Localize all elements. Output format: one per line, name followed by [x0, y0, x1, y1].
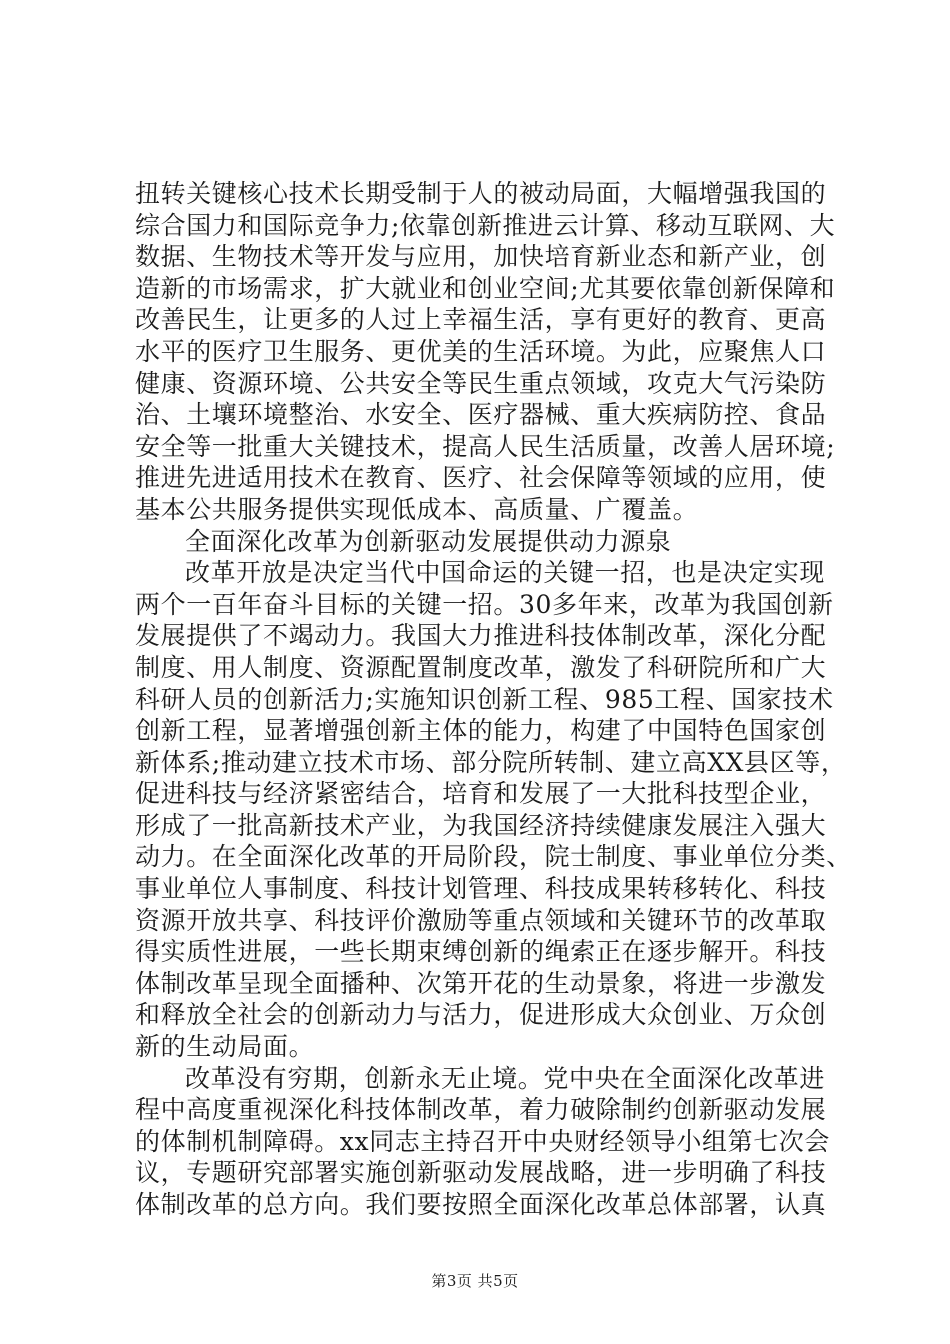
text-line: 程中高度重视深化科技体制改革，着力破除制约创新驱动发展 [135, 1095, 827, 1125]
text-line: 推进先进适用技术在教育、医疗、社会保障等领域的应用，使 [135, 463, 827, 493]
text-line: 新体系;推动建立技术市场、部分院所转制、建立高XX县区等， [135, 747, 847, 777]
text-line: 和释放全社会的创新动力与活力，促进形成大众创业、万众创 [135, 1000, 827, 1030]
text-line: 基本公共服务提供实现低成本、高质量、广覆盖。 [135, 494, 699, 524]
page-footer: 第3页 共5页 [431, 1272, 519, 1290]
document-body [135, 178, 852, 1221]
text-line: 促进科技与经济紧密结合，培育和发展了一大批科技型企业， [135, 779, 827, 809]
text-line: 新的生动局面。 [135, 1032, 315, 1062]
text-line: 得实质性进展，一些长期束缚创新的绳索正在逐步解开。科技 [135, 937, 827, 967]
text-line: 的体制机制障碍。xx同志主持召开中央财经领导小组第七次会 [135, 1126, 831, 1156]
text-line: 形成了一批高新技术产业，为我国经济持续健康发展注入强大 [135, 810, 827, 840]
text-line: 科研人员的创新活力;实施知识创新工程、985工程、国家技术 [135, 684, 834, 714]
text-line: 体制改革的总方向。我们要按照全面深化改革总体部署，认真 [135, 1190, 827, 1219]
text-line: 综合国力和国际竞争力;依靠创新推进云计算、移动互联网、大 [135, 210, 836, 240]
text-line: 改善民生，让更多的人过上幸福生活，享有更好的教育、更高 [135, 305, 827, 335]
text-line: 数据、生物技术等开发与应用，加快培育新业态和新产业，创 [135, 242, 827, 272]
text-line: 体制改革呈现全面播种、次第开花的生动景象，将进一步激发 [135, 968, 827, 998]
text-line: 健康、资源环境、公共安全等民生重点领域，攻克大气污染防 [135, 368, 827, 398]
text-line: 安全等一批重大关键技术，提高人民生活质量，改善人居环境; [135, 431, 836, 461]
text-line: 创新工程，显著增强创新主体的能力，构建了中国特色国家创 [135, 716, 827, 746]
paragraph-start-line: 改革没有穷期，创新永无止境。党中央在全面深化改革进 [185, 1063, 826, 1093]
section-heading: 全面深化改革为创新驱动发展提供动力源泉 [185, 526, 672, 556]
text-line: 制度、用人制度、资源配置制度改革，激发了科研院所和广大 [135, 652, 827, 682]
text-line: 两个一百年奋斗目标的关键一招。30多年来，改革为我国创新 [135, 589, 834, 619]
text-line: 发展提供了不竭动力。我国大力推进科技体制改革，深化分配 [135, 621, 827, 651]
text-line: 造新的市场需求，扩大就业和创业空间;尤其要依靠创新保障和 [135, 273, 836, 303]
text-line: 事业单位人事制度、科技计划管理、科技成果转移转化、科技 [135, 874, 827, 904]
text-line: 扭转关键核心技术长期受制于人的被动局面，大幅增强我国的 [135, 179, 827, 208]
paragraph-start-line: 改革开放是决定当代中国命运的关键一招，也是决定实现 [185, 558, 826, 588]
text-line: 议，专题研究部署实施创新驱动发展战略，进一步明确了科技 [135, 1158, 827, 1188]
text-line: 资源开放共享、科技评价激励等重点领域和关键环节的改革取 [135, 905, 827, 935]
text-line: 动力。在全面深化改革的开局阶段，院士制度、事业单位分类、 [135, 842, 852, 872]
text-line: 治、土壤环境整治、水安全、医疗器械、重大疾病防控、食品 [135, 400, 827, 430]
text-line: 水平的医疗卫生服务、更优美的生活环境。为此，应聚焦人口 [135, 336, 827, 366]
